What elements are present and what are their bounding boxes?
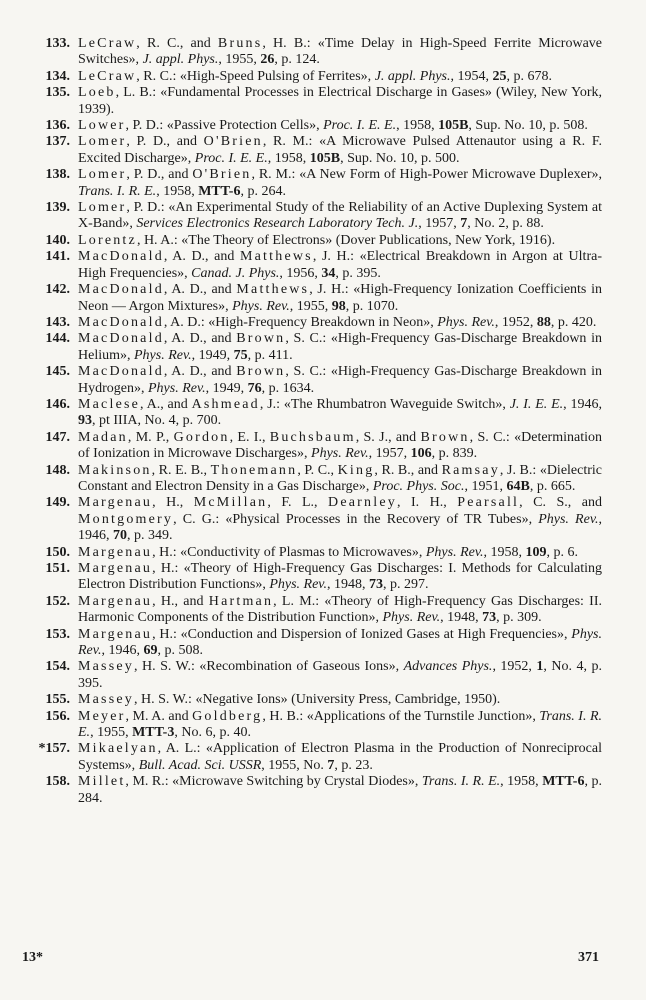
reference-item [0,134,602,167]
reference-number: *157. [38,741,70,757]
reference-text: , I. H., [396,495,458,511]
reference-text: , R. B., and [374,462,442,478]
reference-text: , 1956, [279,265,322,281]
author-name: O'Brien [192,167,252,183]
volume-number: MTT-6 [198,183,241,199]
author-name: Thonemann [210,462,298,478]
author-name: LeCraw [78,68,137,84]
reference-item [0,200,602,233]
volume-number: 93 [78,413,92,429]
author-name: Lomer [78,200,127,216]
reference-item [0,118,602,134]
journal-title: Phys. Rev. [538,511,599,527]
journal-title: Phys. Rev. [425,544,484,560]
reference-item [0,85,602,118]
reference-number: 138. [45,167,70,183]
journal-title: Services Electronics Research Laboratory Tech. J. [136,216,419,232]
reference-text: , p. 411. [247,347,293,363]
reference-number: 137. [45,134,70,150]
volume-number: 106 [410,446,432,462]
reference-item [0,69,602,85]
author-name: Mikaelyan [78,741,158,757]
author-name: O'Brien [203,134,263,150]
author-name: Lower [78,118,126,134]
reference-item [0,315,602,331]
reference-text: , A. D., and [163,331,237,347]
reference-text: , 1958, [500,774,543,790]
author-name: Margenau [78,593,153,609]
reference-item [0,594,602,627]
reference-text: , H.: «Conductivity of Plasmas to Microwaves», [152,544,426,560]
author-name: MacDonald [78,331,164,347]
reference-text: , No. 6, p. 40. [174,725,251,741]
reference-number: 149. [45,495,70,511]
reference-number: 133. [45,36,70,51]
author-name: Gordon [173,429,230,445]
volume-number: 7 [460,216,468,232]
reference-text: , p. 309. [496,610,542,626]
reference-number: 156. [45,708,70,724]
volume-number: 25 [492,68,507,84]
author-name: Margenau [78,561,153,576]
author-name: Margenau [78,626,153,642]
reference-item [0,709,602,742]
reference-text: , 1958, [396,118,439,134]
reference-item [0,282,602,315]
reference-number: 148. [45,462,70,478]
volume-number: 73 [482,610,497,626]
reference-text: , A. L.: «Application of Electron Plasma in the Production of Nonreciprocal Systems», [78,741,602,773]
reference-number: 139. [45,200,70,216]
reference-text: , p. 284. [78,774,603,806]
reference-text: , 1957, [418,216,461,232]
reference-number: 152. [45,593,70,609]
author-name: Margenau [78,495,153,511]
reference-text: , L. B.: «Fundamental Processes in Electrical Discharge in Gases» (Wiley, New York, 1939). [78,85,602,117]
reference-text: , A. D.: «High-Frequency Breakdown in Neon», [163,314,438,330]
reference-item [0,659,602,692]
reference-text: , E. I., [229,429,270,445]
author-name: Matthews [236,282,310,298]
author-name: MacDonald [78,282,164,298]
reference-number: 153. [45,626,70,642]
author-name: Ashmead [191,396,260,412]
reference-text: , No. 2, p. 88. [467,216,544,232]
reference-text: , R. M.: «A Microwave Pulsed Attenautor using a R. F. Excited Discharge», [78,134,602,166]
reference-number: 158. [45,774,70,790]
reference-text: , 1958, [156,183,199,199]
author-name: Brown [236,331,286,347]
reference-item [0,692,602,708]
page-footer [0,950,646,970]
reference-text: , S. J., and [355,429,421,445]
reference-number: 134. [45,68,70,84]
volume-number: 64B [506,478,530,494]
reference-text: , p. 124. [274,52,320,68]
reference-item [0,36,602,69]
volume-number: 73 [368,577,383,593]
reference-item [0,495,602,544]
author-name: Massey [78,659,134,675]
journal-title: Phys. Rev. [437,314,495,330]
volume-number: 7 [327,757,335,773]
author-name: MacDonald [78,364,164,380]
reference-number: 144. [45,331,70,347]
author-name: Montgomery [78,511,174,527]
volume-number: 70 [113,528,127,544]
reference-text: , A. D., and [163,282,237,298]
reference-number: 151. [45,561,70,576]
reference-text: , P. D.: «Passive Protection Cells», [125,118,324,134]
reference-item [0,430,602,463]
reference-text: , p. 1634. [261,380,315,396]
author-name: Lomer [78,134,127,150]
reference-text: , 1952, [494,314,537,330]
volume-number: 69 [143,643,158,659]
volume-number: 75 [233,347,248,363]
reference-text: , Sup. No. 10, p. 508. [468,118,588,134]
reference-text: , H. A.: «The Theory of Electrons» (Dover Publications, New York, 1916). [136,232,556,248]
reference-text: , P. D.: «An Experimental Study of the Reliability of an Active Duplexing System at X-Band», [78,200,602,232]
author-name: Loeb [78,85,116,101]
author-name: Maclese [78,396,141,412]
reference-text: , 1946, [101,643,144,659]
reference-number: 150. [45,544,70,560]
volume-number: 109 [525,544,547,560]
reference-item [0,545,602,561]
author-name: Meyer [78,708,126,724]
journal-title: Advances Phys. [403,659,493,675]
volume-number: 34 [321,265,336,281]
author-name: McMillan [193,495,268,511]
reference-text: , H. B.: «Applications of the Turnstile Junction», [262,708,540,724]
volume-number: 1 [536,659,544,675]
author-name: Ramsay [441,462,500,478]
reference-text: , H.: «Conduction and Dispersion of Ionized Gases at High Frequencies», [152,626,572,642]
reference-text: , p. 839. [431,446,478,462]
reference-number: 146. [45,396,70,412]
volume-number: 76 [247,380,262,396]
reference-number: 135. [45,85,70,101]
reference-item [0,397,602,430]
reference-text: , C. S., and [519,495,602,511]
volume-number: 98 [331,298,346,314]
reference-text: , J. B.: «Dielectric Constant and Electron Density in a Gas Discharge», [78,462,603,494]
volume-number: 105B [309,150,341,166]
journal-title: Phys. Rev. [382,610,441,626]
reference-text: , 1957, [368,446,411,462]
reference-number: 147. [45,429,70,445]
reference-item [0,463,602,496]
journal-title: Phys. Rev. [134,347,192,363]
reference-text: , H., and [152,593,209,609]
author-name: Pearsall [457,495,520,511]
reference-text: , M. R.: «Microwave Switching by Crystal Diodes», [125,774,422,790]
author-name: Matthews [240,249,313,265]
journal-title: Phys. Rev. [78,626,602,659]
reference-text: , p. 678. [506,68,553,84]
author-name: Buchsbaum [269,429,356,445]
journal-title: Proc. I. E. E. [323,118,397,134]
reference-text: , 1955, [289,298,332,314]
journal-title: Bull. Acad. Sci. USSR [138,757,262,773]
reference-text: , p. 6. [546,544,579,560]
reference-text: , p. 1070. [345,298,399,314]
reference-text: , R. M.: «A New Form of High-Power Microwave Duplexer», [251,167,602,183]
reference-item [0,167,602,200]
author-name: King [337,462,375,478]
journal-title: Trans. I. R. E. [78,183,157,199]
author-name: Dearnley [328,495,397,511]
reference-text: , p. 349. [127,528,173,544]
reference-text: , 1948, [326,577,369,593]
reference-text: , H. S. W.: «Recombination of Gaseous Ions», [133,659,404,675]
reference-text: , A. D., and [163,364,237,380]
reference-text: , p. 23. [334,757,373,773]
reference-item [0,774,602,807]
journal-title: Canad. J. Phys. [191,265,280,281]
author-name: MacDonald [78,314,164,330]
reference-text: , 1955, [90,725,133,741]
reference-text: , J. H.: «Electrical Breakdown in Argon at Ultra-High Frequencies», [78,249,602,281]
reference-number: 143. [45,314,70,330]
reference-list [0,36,646,807]
reference-text: , A., and [140,396,192,412]
reference-text: , F. L., [267,495,329,511]
author-name: LeCraw [78,36,137,51]
reference-item [0,233,602,249]
journal-title: Proc. Phys. Soc. [372,478,465,494]
author-name: Goldberg [192,708,263,724]
author-name: Makinson [78,462,152,478]
journal-title: Phys. Rev. [148,380,206,396]
volume-number: 88 [536,314,551,330]
author-name: Millet [78,774,126,790]
reference-item [0,741,602,774]
reference-text: , 1954, [450,68,493,84]
reference-text: , 1955, No. [261,757,328,773]
reference-text: , M. A. and [125,708,193,724]
reference-text: , 1946, [563,396,602,412]
reference-number: 141. [45,249,70,265]
reference-text: , H. B.: «Time Delay in High-Speed Ferrite Microwave Switches», [78,36,602,68]
journal-title: Trans. I. R. E. [421,774,501,790]
reference-text: , p. 665. [529,478,576,494]
reference-text: , 1955, [218,52,261,68]
reference-text: , R. E. B., [151,462,211,478]
reference-text: , R. C., and [136,36,218,51]
reference-text: , pt IIIA, No. 4, p. 700. [92,413,222,429]
reference-text: , P. D., and [126,167,193,183]
reference-number: 145. [45,364,70,380]
reference-text: , S. C.: «Determination of Ionization in Microwave Discharges», [78,429,602,462]
reference-text: , Sup. No. 10, p. 500. [340,150,460,166]
reference-number: 154. [45,659,70,675]
reference-text: , A. D., and [163,249,240,265]
journal-title: Phys. Rev. [232,298,290,314]
reference-text: , M. P., [127,429,174,445]
reference-text: , p. 420. [550,314,597,330]
reference-text: , S. C.: «High-Frequency Gas-Discharge Breakdown in Hydrogen», [78,364,602,396]
journal-title: Phys. Rev. [311,446,369,462]
reference-text: , No. 4, p. 395. [78,659,602,691]
reference-text: , H., [152,495,194,511]
volume-number: MTT-6 [542,774,585,790]
reference-text: , 1946, [78,511,602,544]
reference-text: , p. 297. [382,577,429,593]
journal-title: J. appl. Phys. [142,52,219,68]
journal-title: Proc. I. E. E. [194,150,268,166]
reference-text: , p. 508. [157,643,203,659]
reference-item [0,249,602,282]
signature-mark: 13* [22,950,43,965]
page-number: 371 [578,950,599,965]
volume-number: 105B [438,118,469,134]
volume-number: MTT-3 [132,725,175,741]
reference-text: , 1952, [492,659,537,675]
reference-text: , J.: «The Rhumbatron Waveguide Switch», [259,396,510,412]
reference-item [0,627,602,660]
reference-number: 155. [45,692,70,708]
author-name: Brown [236,364,286,380]
author-name: MacDonald [78,249,164,265]
journal-title: Trans. I. R. E. [78,708,603,741]
reference-text: , p. 264. [240,183,286,199]
reference-text: , H. S. W.: «Negative Ions» (University Press, Cambridge, 1950). [133,692,501,708]
reference-item [0,364,602,397]
journal-title: J. appl. Phys. [374,68,451,84]
author-name: Madan [78,429,128,445]
journal-title: J. I. E. E. [509,396,564,412]
reference-text: , P. D., and [126,134,204,150]
author-name: Hartman [208,593,274,609]
reference-text: , 1949, [191,347,234,363]
reference-text: , J. H.: «High-Frequency Ionization Coefficients in Neon — Argon Mixtures», [78,282,602,314]
reference-number: 142. [45,282,70,298]
reference-text: , S. C.: «High-Frequency Gas-Discharge Breakdown in Helium», [78,331,602,363]
reference-text: , p. 395. [335,265,381,281]
reference-text: , R. C.: «High-Speed Pulsing of Ferrites», [136,68,375,84]
reference-text: , 1958, [267,150,310,166]
reference-text: , 1948, [440,610,483,626]
reference-text: , H.: «Theory of High-Frequency Gas Discharges: I. Methods for Calculating Electron Distribution Functions», [78,561,602,593]
author-name: Bruns [217,36,263,51]
reference-item [0,561,602,594]
author-name: Margenau [78,544,153,560]
reference-text: , 1958, [483,544,526,560]
reference-number: 136. [45,118,70,134]
author-name: Brown [420,429,470,445]
author-name: Lomer [78,167,127,183]
reference-text: , C. G.: «Physical Processes in the Recovery of TR Tubes», [173,511,539,527]
reference-text: , P. C., [297,462,338,478]
reference-number: 140. [45,232,70,248]
volume-number: 26 [260,52,275,68]
journal-title: Phys. Rev. [269,577,327,593]
reference-text: , 1949, [205,380,248,396]
reference-item [0,331,602,364]
author-name: Lorentz [78,232,137,248]
reference-text: , 1951, [464,478,507,494]
reference-text: , L. M.: «Theory of High-Frequency Gas Discharges: II. Harmonic Components of the Distribution Function», [78,593,603,626]
author-name: Massey [78,692,134,708]
